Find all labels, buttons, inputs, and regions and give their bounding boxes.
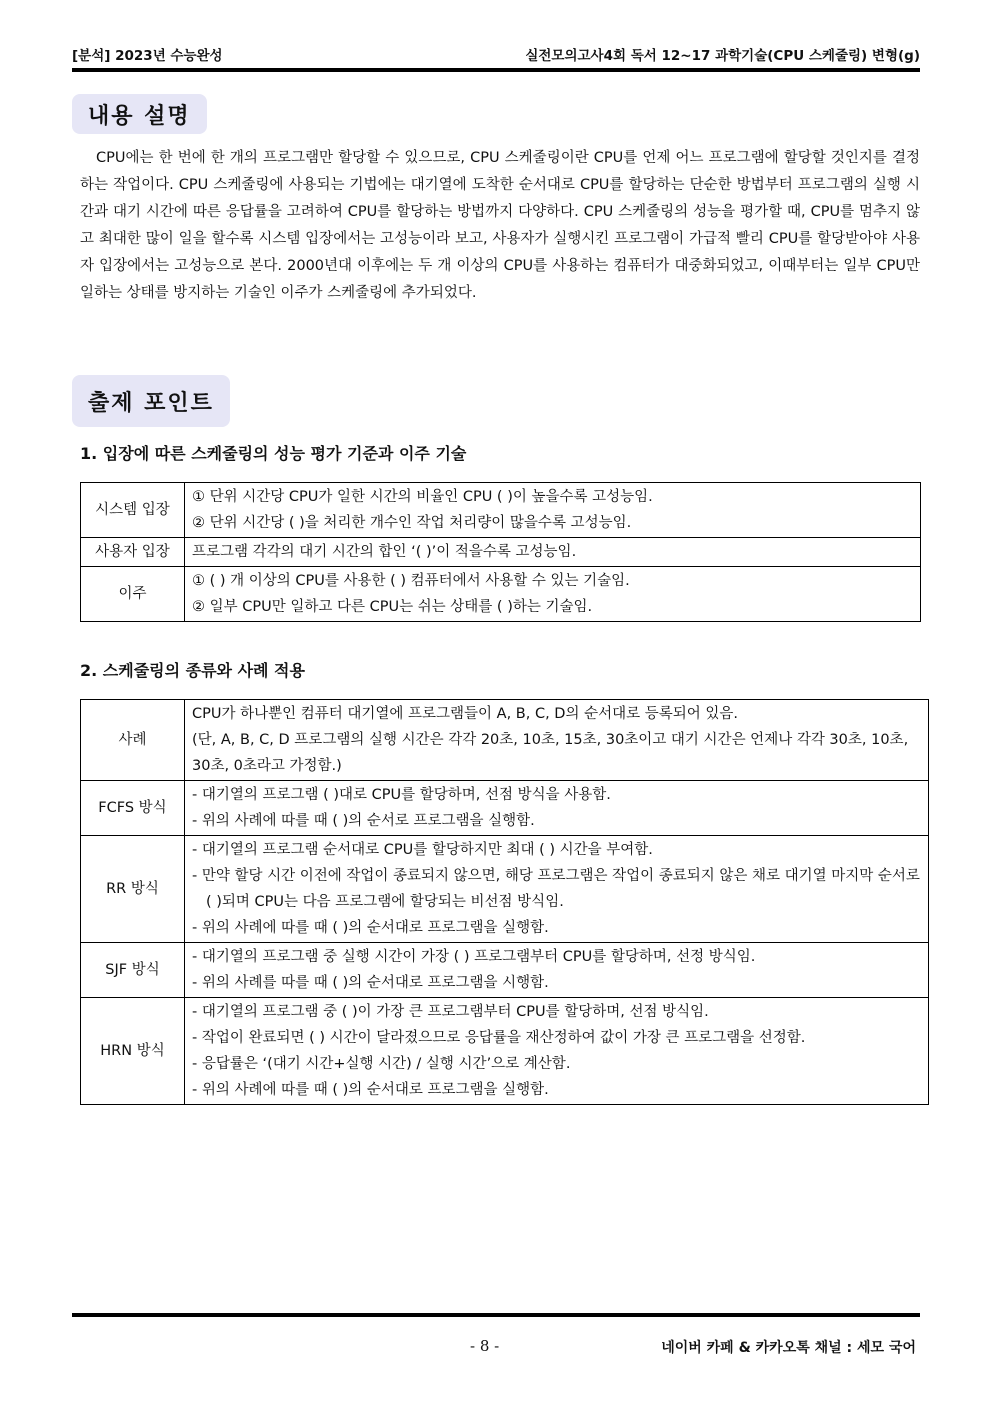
header-left: [분석] 2023년 수능완성 [72, 48, 223, 64]
row-header: RR 방식 [81, 836, 185, 943]
content-line: - 위의 사례에 따를 때 ( )의 순서로 프로그램을 실행함. [192, 813, 535, 829]
content-line: CPU가 하나뿐인 컴퓨터 대기열에 프로그램들이 A, B, C, D의 순서대로 등록되어 있음. [192, 706, 738, 722]
section-title-content: 내용 설명 [72, 94, 207, 134]
content-line: - 대기열의 프로그램 순서대로 CPU를 할당하지만 최대 ( ) 시간을 부여함. [192, 842, 653, 858]
content-line: - 위의 사례를 따를 때 ( )의 순서대로 프로그램을 시행함. [192, 975, 549, 991]
row-header: 시스템 입장 [81, 483, 185, 538]
table-row [81, 538, 921, 567]
table-row [81, 998, 929, 1105]
content-line: ① ( ) 개 이상의 CPU를 사용한 ( ) 컴퓨터에서 사용할 수 있는 기술임. [192, 573, 630, 589]
table-row [81, 567, 921, 622]
header-right: 실전모의고사4회 독서 12~17 과학기술(CPU 스케줄링) 변형(g) [525, 48, 920, 64]
content-line: - 대기열의 프로그램 ( )대로 CPU를 할당하며, 선점 방식을 사용함. [192, 787, 611, 803]
content-line: - 위의 사례에 따를 때 ( )의 순서대로 프로그램을 실행함. [192, 1082, 549, 1098]
content-line: ① 단위 시간당 CPU가 일한 시간의 비율인 CPU ( )이 높을수록 고성능임. [192, 489, 653, 505]
content-line: - 대기열의 프로그램 중 실행 시간이 가장 ( ) 프로그램부터 CPU를 할당하며, 선정 방식임. [192, 949, 756, 965]
row-header: FCFS 방식 [81, 781, 185, 836]
row-content [185, 998, 929, 1105]
row-content [185, 538, 921, 567]
content-line: - 만약 할당 시간 이전에 작업이 종료되지 않으면, 해당 프로그램은 작업이 종료되지 않은 채로 대기열 마지막 순서로 ( )되며 CPU는 다음 프로그램에 할당되는 비선점 방식임. [192, 868, 920, 910]
content-line: - 위의 사례에 따를 때 ( )의 순서대로 프로그램을 실행함. [192, 920, 549, 936]
row-header: 사례 [81, 700, 185, 781]
intro-paragraph: CPU에는 한 번에 한 개의 프로그램만 할당할 수 있으므로, CPU 스케줄링이란 CPU를 언제 어느 프로그램에 할당할 것인지를 결정하는 작업이다. CPU 스케줄링에 사용되는 기법에는 대기열에 도착한 순서대로 CPU를 할당하는 단순한 방법부터 프로그램의 실행 시간과 대기 시간에 따른 응답률을 고려하여 CPU를 할당하는 방법까지 다양하다. CPU 스케줄링의 성능을 평가할 때, CPU를 멈추지 않고 최대한 많이 일을 할수록 시스템 입장에서는 고성능이라 보고, 사용자가 실행시킨 프로그램이 가급적 빨리 CPU를 할당받아야 사용자 입장에서는 고성능으로 본다. 2000년대 이후에는 두 개 이상의 CPU를 사용하는 컴퓨터가 대중화되었고, 이때부터는 일부 CPU만 일하는 상태를 방지하는 기술인 이주가 스케줄링에 추가되었다. [80, 150, 920, 301]
subheading-1: 1. 입장에 따른 스케줄링의 성능 평가 기준과 이주 기술 [80, 444, 467, 463]
row-header: SJF 방식 [81, 943, 185, 998]
footer-channel: 네이버 카페 & 카카오톡 채널 : 세모 국어 [661, 1340, 916, 1356]
header-rule [72, 68, 920, 72]
criteria-table [80, 482, 921, 622]
content-line: - 작업이 완료되면 ( ) 시간이 달라졌으므로 응답률을 재산정하여 값이 가장 큰 프로그램을 선정함. [192, 1030, 806, 1046]
row-content [185, 700, 929, 781]
scheduling-table [80, 699, 929, 1105]
content-line: (단, A, B, C, D 프로그램의 실행 시간은 각각 20초, 10초, 15초, 30초이고 대기 시간은 언제나 각각 30초, 10초, 30초, 0초라고 가정함.) [192, 732, 909, 774]
content-line: - 대기열의 프로그램 중 ( )이 가장 큰 프로그램부터 CPU를 할당하며, 선점 방식임. [192, 1004, 709, 1020]
subheading-2: 2. 스케줄링의 종류와 사례 적용 [80, 661, 305, 680]
row-content [185, 483, 921, 538]
table-row [81, 943, 929, 998]
row-header: 이주 [81, 567, 185, 622]
table-row [81, 483, 921, 538]
section-title-points: 출제 포인트 [72, 375, 230, 427]
content-line: ② 단위 시간당 ( )을 처리한 개수인 작업 처리량이 많을수록 고성능임. [192, 515, 632, 531]
row-content [185, 943, 929, 998]
page-header [72, 40, 920, 64]
table-row [81, 836, 929, 943]
row-header: 사용자 입장 [81, 538, 185, 567]
row-content [185, 781, 929, 836]
table-row [81, 700, 929, 781]
content-line: 프로그램 각각의 대기 시간의 합인 ‘( )’이 적을수록 고성능임. [192, 544, 577, 560]
row-content [185, 836, 929, 943]
footer-rule [72, 1313, 920, 1317]
row-content [185, 567, 921, 622]
table-row [81, 781, 929, 836]
row-header: HRN 방식 [81, 998, 185, 1105]
page-number: - 8 - [470, 1337, 500, 1355]
content-line: ② 일부 CPU만 일하고 다른 CPU는 쉬는 상태를 ( )하는 기술임. [192, 599, 593, 615]
content-line: - 응답률은 ‘(대기 시간+실행 시간) / 실행 시간’으로 계산함. [192, 1056, 571, 1072]
